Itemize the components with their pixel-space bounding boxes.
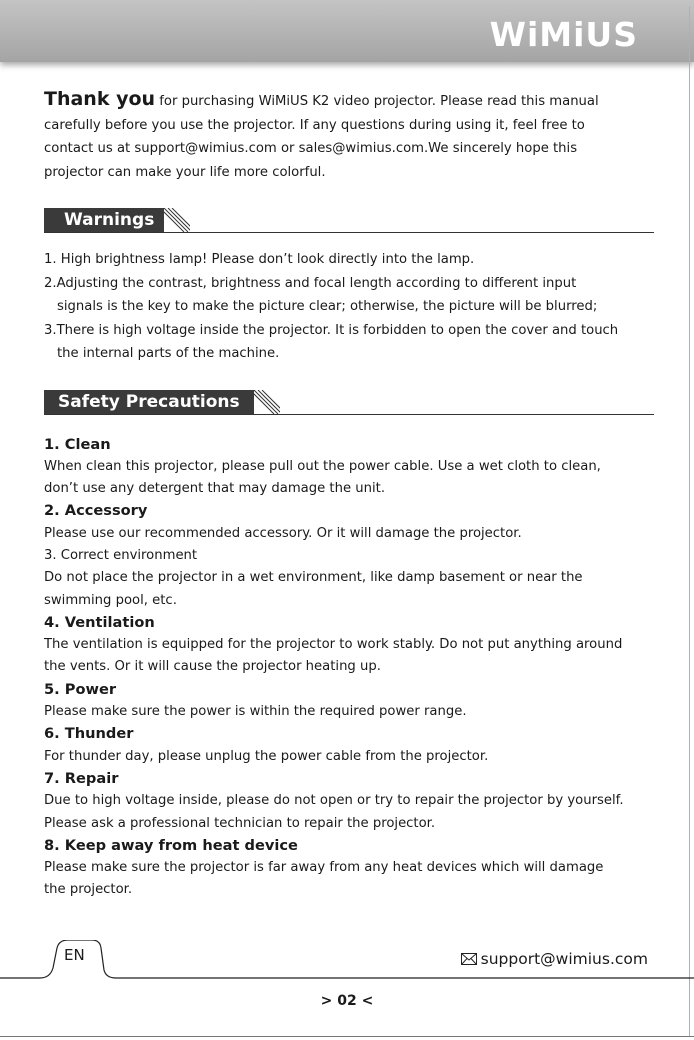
bottom-border bbox=[0, 1036, 694, 1037]
safety-item-text: don’t use any detergent that may damage the unit. bbox=[44, 481, 386, 497]
warning-line: the internal parts of the machine. bbox=[57, 346, 280, 361]
safety-title: Safety Precautions bbox=[44, 390, 254, 414]
safety-item-heading: 4. Ventilation bbox=[44, 613, 155, 631]
language-label: EN bbox=[64, 946, 85, 964]
warnings-list bbox=[44, 248, 654, 366]
intro-line: carefully before you use the projector. If any questions during using it, feel free to bbox=[44, 117, 585, 133]
safety-item-text: swimming pool, etc. bbox=[44, 592, 177, 608]
safety-item-text: the vents. Or it will cause the projector heating up. bbox=[44, 659, 381, 675]
hatch-decoration-icon bbox=[164, 208, 190, 232]
warnings-title: Warnings bbox=[44, 208, 164, 232]
section-rule bbox=[44, 414, 654, 415]
safety-item-text: Do not place the projector in a wet environment, like damp basement or near the bbox=[44, 570, 583, 586]
safety-item-heading: 1. Clean bbox=[44, 435, 111, 453]
safety-item-text: the projector. bbox=[44, 882, 133, 898]
intro-line: contact us at support@wimius.com or sales@wimius.com.We sincerely hope this bbox=[44, 141, 578, 156]
safety-item-text: Due to high voltage inside, please do not open or try to repair the projector by yourself. bbox=[44, 793, 624, 809]
page-content bbox=[44, 88, 654, 902]
safety-item-heading: 6. Thunder bbox=[44, 725, 134, 743]
brand-logo: WiMiUS bbox=[489, 15, 638, 54]
warning-line: signals is the key to make the picture clear; otherwise, the picture will be blurred; bbox=[57, 299, 598, 314]
section-rule bbox=[44, 232, 654, 233]
safety-item-text: For thunder day, please unplug the power cable from the projector. bbox=[44, 748, 489, 764]
safety-list bbox=[44, 434, 654, 902]
page-header bbox=[0, 0, 694, 62]
warning-line: 2.Adjusting the contrast, brightness and focal length according to different input bbox=[44, 275, 577, 291]
safety-item-text: Please use our recommended accessory. Or it will damage the projector. bbox=[44, 525, 522, 541]
intro-paragraph bbox=[44, 88, 654, 184]
warning-line: 3.There is high voltage inside the projector. It is forbidden to open the cover and touch bbox=[44, 322, 619, 338]
hatch-decoration-icon bbox=[254, 390, 280, 414]
safety-item-heading: 8. Keep away from heat device bbox=[44, 836, 298, 854]
warning-line: 1. High brightness lamp! Please don’t look directly into the lamp. bbox=[44, 252, 475, 267]
safety-item-text: Please make sure the projector is far away from any heat devices which will damage bbox=[44, 860, 604, 876]
footer-email[interactable]: support@wimius.com bbox=[480, 950, 648, 968]
safety-item-text: Please ask a professional technician to repair the projector. bbox=[44, 815, 436, 831]
intro-line: for purchasing WiMiUS K2 video projector. Please read this manual bbox=[155, 94, 599, 109]
safety-item-heading: 7. Repair bbox=[44, 769, 119, 787]
safety-section-header bbox=[44, 390, 654, 418]
safety-item-text: The ventilation is equipped for the projector to work stably. Do not put anything around bbox=[44, 637, 623, 653]
safety-item-heading: 2. Accessory bbox=[44, 502, 148, 520]
page-number: > 02 < bbox=[320, 993, 374, 1009]
safety-item-text: When clean this projector, please pull out the power cable. Use a wet cloth to clean, bbox=[44, 458, 601, 474]
footer-contact bbox=[461, 950, 648, 968]
page-edge-line bbox=[689, 6, 690, 1036]
envelope-icon bbox=[461, 953, 477, 965]
intro-lead: Thank you bbox=[44, 88, 156, 110]
warnings-section-header bbox=[44, 208, 654, 236]
safety-item-heading: 5. Power bbox=[44, 680, 117, 698]
safety-item-text: Please make sure the power is within the required power range. bbox=[44, 704, 467, 720]
intro-line: projector can make your life more colorful. bbox=[44, 164, 326, 180]
safety-item-heading: 3. Correct environment bbox=[44, 547, 198, 563]
